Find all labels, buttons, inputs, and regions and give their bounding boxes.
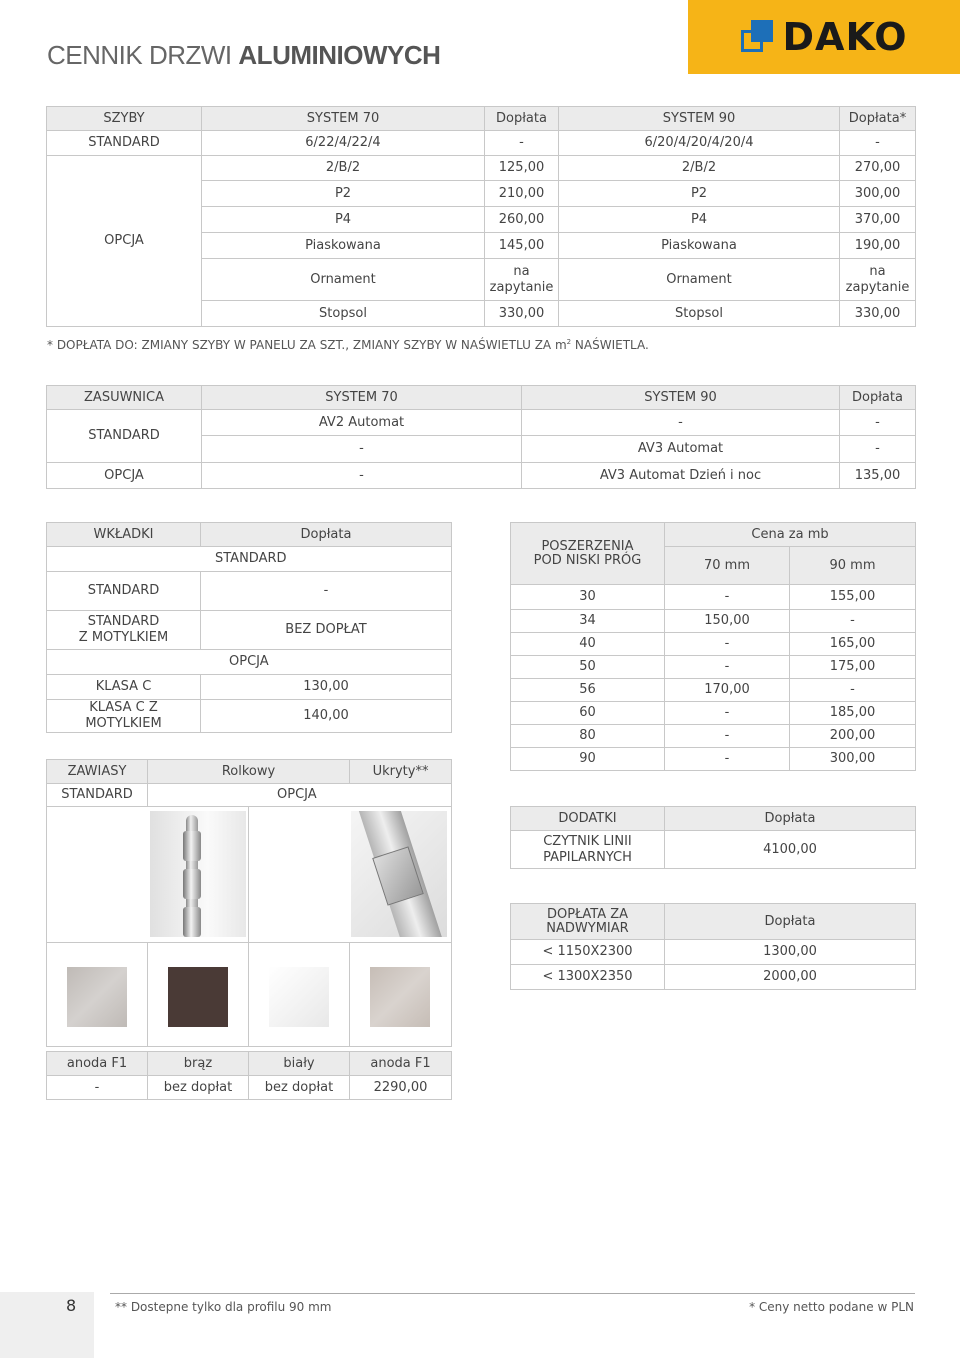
szyby-opcja-label: OPCJA — [47, 156, 202, 327]
color-label: brąz — [148, 1052, 249, 1076]
color-label: anoda F1 — [47, 1052, 148, 1076]
page-number: 8 — [66, 1296, 77, 1315]
szyby-note-text-end: NAŚWIETLA. — [571, 338, 649, 352]
table-cell: 300,00 — [790, 748, 916, 771]
table-cell: na zapytanie — [485, 259, 559, 301]
table-cell: STANDARD — [47, 572, 201, 611]
table-cell: - — [840, 436, 916, 463]
table-cell: Ornament — [559, 259, 840, 301]
szyby-table — [46, 106, 916, 327]
table-cell: - — [665, 725, 790, 748]
szyby-note — [47, 338, 649, 352]
color-price: 2290,00 — [350, 1076, 452, 1100]
table-cell: 2/B/2 — [559, 156, 840, 181]
table-cell: BEZ DOPŁAT — [201, 611, 452, 650]
table-cell: 200,00 — [790, 725, 916, 748]
table-cell: - — [790, 679, 916, 702]
table-cell: 60 — [511, 702, 665, 725]
table-cell: 2/B/2 — [202, 156, 485, 181]
table-cell: 135,00 — [840, 463, 916, 489]
wkladki-header-doplata: Dopłata — [201, 523, 452, 547]
poszerzenia-col-90: 90 mm — [790, 547, 916, 585]
superscript: 2 — [566, 338, 572, 346]
table-cell: 190,00 — [840, 233, 916, 259]
zasuwnica-header-system70: SYSTEM 70 — [202, 386, 522, 410]
table-cell: KLASA C — [47, 675, 201, 700]
table-cell: 260,00 — [485, 207, 559, 233]
table-cell: 150,00 — [665, 610, 790, 633]
zawiasy-header-label: ZAWIASY — [47, 760, 148, 784]
table-cell: 300,00 — [840, 181, 916, 207]
color-swatch-anoda-2 — [370, 967, 430, 1027]
table-cell: - — [665, 656, 790, 679]
color-swatch-anoda — [67, 967, 127, 1027]
poszerzenia-header-group: Cena za mb — [665, 523, 916, 547]
table-cell: - — [201, 572, 452, 611]
brand-logo — [688, 0, 960, 74]
table-cell: 40 — [511, 633, 665, 656]
table-cell: 80 — [511, 725, 665, 748]
szyby-header-label: SZYBY — [47, 107, 202, 131]
table-cell: 330,00 — [485, 301, 559, 327]
table-cell: P4 — [559, 207, 840, 233]
logo-text: DAKO — [782, 15, 908, 59]
table-cell: Ornament — [202, 259, 485, 301]
roller-hinge-image — [150, 811, 246, 937]
szyby-standard-label: STANDARD — [47, 131, 202, 156]
zasuwnica-header-doplata: Dopłata — [840, 386, 916, 410]
poszerzenia-header-label: POSZERZENIA POD NISKI PRÓG — [511, 523, 665, 585]
table-cell: na zapytanie — [840, 259, 916, 301]
color-swatch-bialy — [269, 967, 329, 1027]
hidden-hinge-image — [351, 811, 447, 937]
dodatki-table — [510, 806, 916, 869]
table-cell: AV2 Automat — [202, 410, 522, 436]
table-cell: 155,00 — [790, 585, 916, 610]
table-cell: 56 — [511, 679, 665, 702]
table-cell: 170,00 — [665, 679, 790, 702]
table-cell: - — [840, 131, 916, 156]
nadwymiar-table — [510, 903, 916, 990]
table-cell: 50 — [511, 656, 665, 679]
table-cell: 270,00 — [840, 156, 916, 181]
table-cell: 6/22/4/22/4 — [202, 131, 485, 156]
table-cell: 4100,00 — [665, 831, 916, 869]
table-cell: AV3 Automat Dzień i noc — [522, 463, 840, 489]
table-cell: - — [202, 436, 522, 463]
table-cell: Stopsol — [202, 301, 485, 327]
footer-note-left: ** Dostepne tylko dla profilu 90 mm — [115, 1300, 332, 1314]
table-cell: - — [522, 410, 840, 436]
logo-mark-icon — [741, 20, 775, 54]
table-cell: 330,00 — [840, 301, 916, 327]
table-cell: - — [790, 610, 916, 633]
szyby-note-text: * DOPŁATA DO: ZMIANY SZYBY W PANELU ZA SZT., ZMIANY SZYBY W NAŚWIETLU ZA m — [47, 338, 567, 352]
table-cell: 6/20/4/20/4/20/4 — [559, 131, 840, 156]
table-cell: 165,00 — [790, 633, 916, 656]
table-cell: CZYTNIK LINII PAPILARNYCH — [511, 831, 665, 869]
table-cell: P4 — [202, 207, 485, 233]
table-cell: - — [840, 410, 916, 436]
table-cell: STANDARD Z MOTYLKIEM — [47, 611, 201, 650]
table-cell: 175,00 — [790, 656, 916, 679]
dodatki-header-label: DODATKI — [511, 807, 665, 831]
wkladki-section-opcja: OPCJA — [47, 650, 452, 675]
table-cell: Piaskowana — [559, 233, 840, 259]
table-cell: 1300,00 — [665, 940, 916, 965]
table-cell: 185,00 — [790, 702, 916, 725]
title-bold: ALUMINIOWYCH — [238, 40, 441, 70]
table-cell: 34 — [511, 610, 665, 633]
table-cell: 210,00 — [485, 181, 559, 207]
poszerzenia-col-70: 70 mm — [665, 547, 790, 585]
table-cell: KLASA C Z MOTYLKIEM — [47, 700, 201, 733]
zasuwnica-header-label: ZASUWNICA — [47, 386, 202, 410]
wkladki-table — [46, 522, 452, 733]
zasuwnica-opcja-label: OPCJA — [47, 463, 202, 489]
zawiasy-opcja-label: OPCJA — [148, 784, 452, 807]
szyby-header-system70: SYSTEM 70 — [202, 107, 485, 131]
table-cell: 370,00 — [840, 207, 916, 233]
table-cell: 145,00 — [485, 233, 559, 259]
szyby-header-doplata90: Dopłata* — [840, 107, 916, 131]
wkladki-section-standard: STANDARD — [47, 547, 452, 572]
poszerzenia-table — [510, 522, 916, 771]
color-label: anoda F1 — [350, 1052, 452, 1076]
wkladki-header-label: WKŁADKI — [47, 523, 201, 547]
footer-note-right: * Ceny netto podane w PLN — [749, 1300, 914, 1314]
table-cell: < 1150X2300 — [511, 940, 665, 965]
footer-page-box — [0, 1292, 94, 1358]
table-cell: P2 — [202, 181, 485, 207]
table-cell: 2000,00 — [665, 965, 916, 990]
zawiasy-header-ukryty: Ukryty** — [350, 760, 452, 784]
nadwymiar-header-label: DOPŁATA ZA NADWYMIAR — [511, 904, 665, 940]
table-cell: - — [665, 702, 790, 725]
nadwymiar-header-doplata: Dopłata — [665, 904, 916, 940]
table-cell: Piaskowana — [202, 233, 485, 259]
zawiasy-header-rolkowy: Rolkowy — [148, 760, 350, 784]
color-price: bez dopłat — [148, 1076, 249, 1100]
footer-divider — [110, 1293, 915, 1294]
table-cell: AV3 Automat — [522, 436, 840, 463]
table-cell: 125,00 — [485, 156, 559, 181]
szyby-header-system90: SYSTEM 90 — [559, 107, 840, 131]
table-cell: 130,00 — [201, 675, 452, 700]
table-cell: 30 — [511, 585, 665, 610]
color-price: bez dopłat — [249, 1076, 350, 1100]
zasuwnica-table — [46, 385, 916, 489]
page-title — [47, 40, 440, 71]
table-cell: - — [665, 585, 790, 610]
table-cell: - — [485, 131, 559, 156]
kolory-table — [46, 1051, 452, 1100]
table-cell: - — [665, 748, 790, 771]
zasuwnica-header-system90: SYSTEM 90 — [522, 386, 840, 410]
zawiasy-standard-label: STANDARD — [47, 784, 148, 807]
table-cell: 140,00 — [201, 700, 452, 733]
color-price: - — [47, 1076, 148, 1100]
table-cell: P2 — [559, 181, 840, 207]
dodatki-header-doplata: Dopłata — [665, 807, 916, 831]
title-light: CENNIK DRZWI — [47, 40, 232, 70]
table-cell: < 1300X2350 — [511, 965, 665, 990]
table-cell: - — [202, 463, 522, 489]
zasuwnica-standard-label: STANDARD — [47, 410, 202, 463]
table-cell: - — [665, 633, 790, 656]
table-cell: Stopsol — [559, 301, 840, 327]
color-label: biały — [249, 1052, 350, 1076]
table-cell: 90 — [511, 748, 665, 771]
szyby-header-doplata70: Dopłata — [485, 107, 559, 131]
color-swatch-braz — [168, 967, 228, 1027]
